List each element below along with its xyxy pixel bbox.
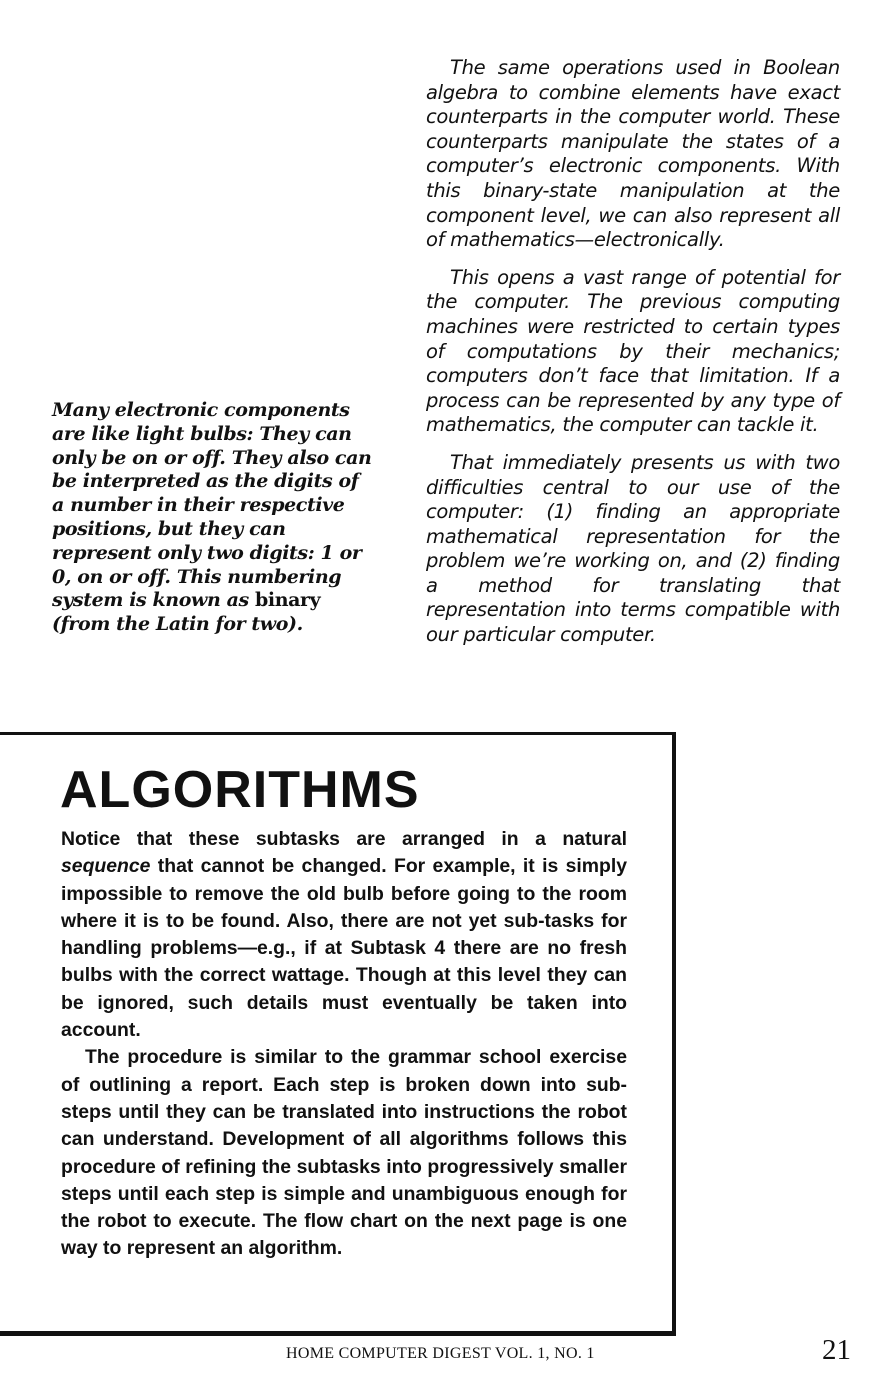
sidebar-note [52,399,372,637]
sidebar-text-before: Many electronic components are like light bulbs: They can only be on or off. They also can be interpreted as the digits of a number in their respective positions, but they can represent only two digits: 1 or 0, on or off. This numbering system is known as [52,399,372,612]
algorithms-paragraph-2: The procedure is similar to the grammar school exercise of outlining a report. Each step is broken down into sub-steps until they can be translated into instructions the robot can understand. Development of all algorithms follows this procedure of refining the subtasks into progressively smaller steps until each step is simple and unambiguous enough for the robot to execute. The flow chart on the next page is one way to represent an algorithm. [61,1046,627,1260]
main-paragraph-1: The same operations used in Boolean algebra to combine elements have exact counterparts in the computer world. These counterparts manipulate the states of a computer’s electronic components. With this binary-state manipulation at the component level, we can also represent all of mathematics—electronically. [426,56,840,252]
algorithms-p1-before: Notice that these subtasks are arranged in a natural [61,828,627,850]
page-number: 21 [822,1334,851,1366]
algorithms-paragraph-1 [61,826,627,1044]
main-text-column [426,56,840,661]
sidebar-term-binary: binary [255,589,321,612]
main-paragraph-2: This opens a vast range of potential for the computer. The previous computing machines were restricted to certain types of computations by their mechanics; computers don’t face that limitation. If a process can be represented by any type of mathematics, the computer can tackle it. [426,265,840,437]
main-paragraph-3: That immediately presents us with two difficulties central to our use of the computer: (1) finding an appropriate mathematical representation for the problem we’re working on, and (2) finding a method for translating that representation into terms compatible with our particular computer. [426,450,840,647]
sidebar-text-after: (from the Latin for two). [52,613,303,636]
algorithms-body [61,826,627,1263]
algorithms-title: ALGORITHMS [60,761,420,819]
algorithms-p1-after: that cannot be changed. For example, it is simply impossible to remove the old bulb before going to the room where it is to be found. Also, there are not yet sub-tasks for handling problems—e.g., if at Subtask 4 there are no fresh bulbs with the correct wattage. Though at this level they can be ignored, such details must eventually be taken into account. [61,855,627,1042]
footer-journal: HOME COMPUTER DIGEST VOL. 1, NO. 1 [286,1345,595,1362]
sequence-emphasis: sequence [61,855,151,878]
